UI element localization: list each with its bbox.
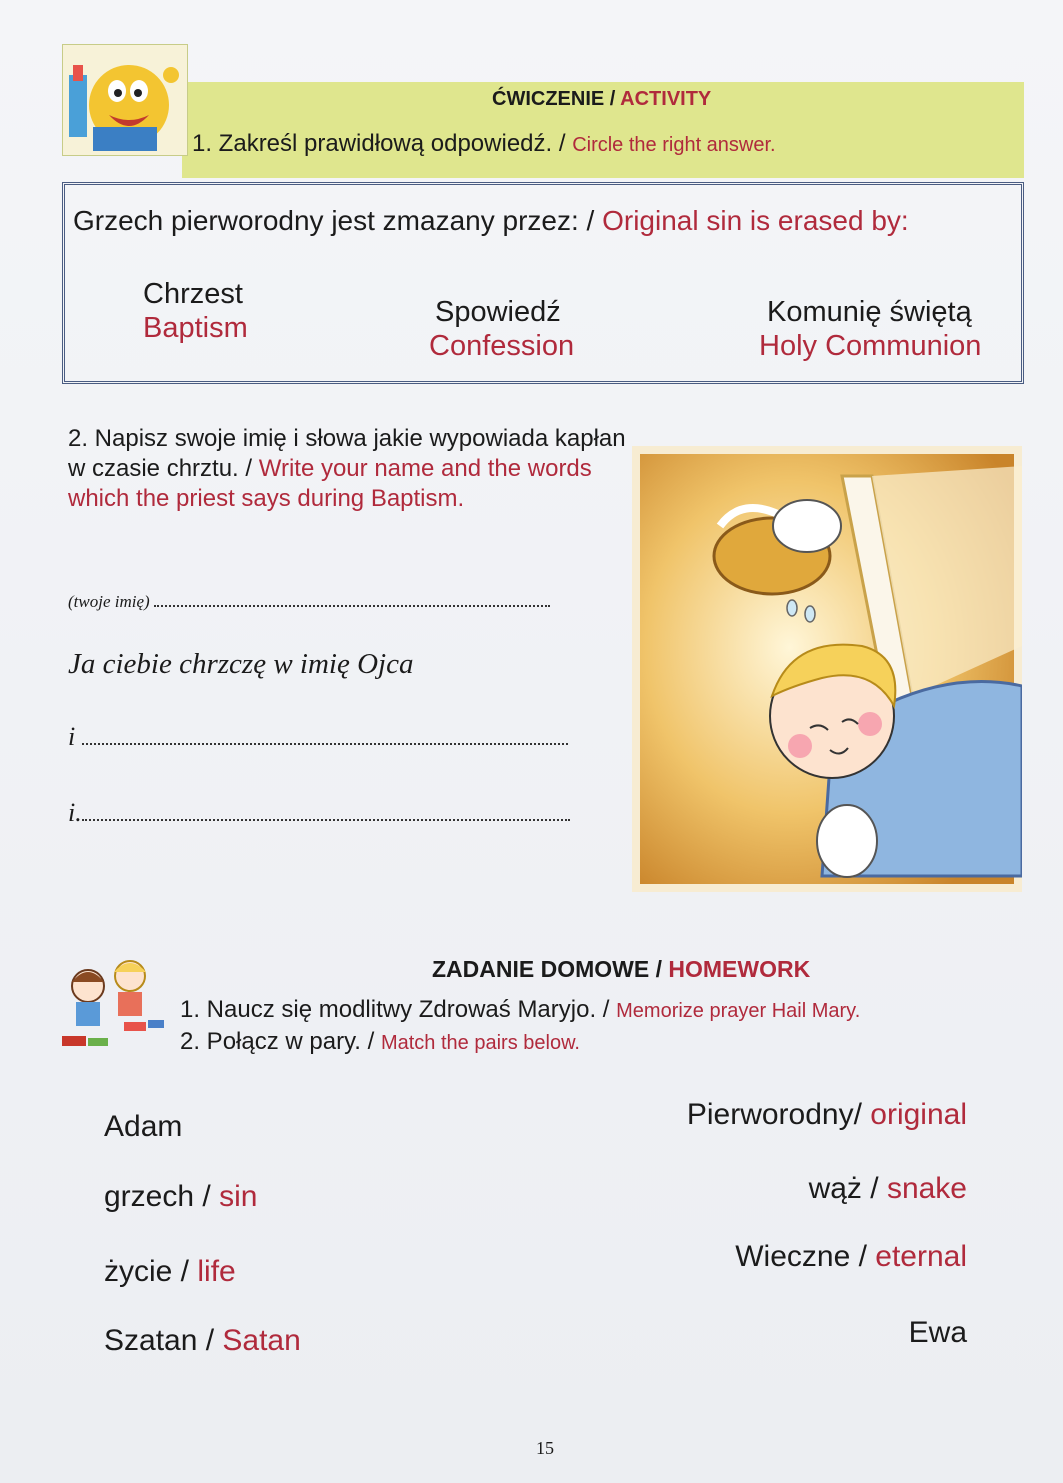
section2-instruction <box>68 424 628 514</box>
section2-text-pl: 2. Napisz swoje imię i słowa jakie wypowiada kapłan w czasie chrztu. / <box>68 425 626 482</box>
homework-item-1 <box>180 996 860 1024</box>
pair-left-satan[interactable] <box>104 1324 301 1358</box>
question-text <box>73 205 909 237</box>
pair-right-ewa[interactable] <box>909 1316 967 1350</box>
pair-en: Satan <box>222 1324 301 1357</box>
write-line-2 <box>68 798 570 828</box>
question-text-pl: Grzech pierworodny jest zmazany przez: / <box>73 205 603 236</box>
homework-item-2-en: Match the pairs below. <box>380 1032 580 1054</box>
baptism-phrase: Ja ciebie chrzczę w imię Ojca <box>68 648 414 680</box>
name-label: (twoje imię) <box>68 592 150 611</box>
activity-banner <box>62 44 1022 156</box>
pair-right-original[interactable] <box>687 1098 967 1132</box>
question-text-en: Original sin is erased by: <box>602 205 909 236</box>
pair-pl: Pierworodny/ <box>686 1098 871 1131</box>
activity-instruction <box>192 130 776 158</box>
write-blank-2[interactable] <box>82 819 570 821</box>
option-pl: Spowiedź <box>435 296 561 328</box>
pair-en: original <box>870 1098 967 1131</box>
pair-left-adam[interactable] <box>104 1110 182 1144</box>
pair-right-eternal[interactable] <box>735 1240 967 1274</box>
name-line <box>68 592 550 612</box>
activity-title <box>492 88 711 111</box>
page-number: 15 <box>536 1438 554 1458</box>
pair-en: sin <box>219 1180 258 1213</box>
pair-en: life <box>197 1255 236 1288</box>
homework-item-2-pl: 2. Połącz w pary. / <box>180 1028 381 1055</box>
pair-pl: Wieczne / <box>735 1240 876 1273</box>
name-blank[interactable] <box>154 605 550 607</box>
option-en: Baptism <box>143 312 248 344</box>
pair-left-sin[interactable] <box>104 1180 257 1214</box>
write-blank-1[interactable] <box>82 743 568 745</box>
pair-pl: grzech / <box>104 1180 220 1213</box>
option-en: Holy Communion <box>759 330 982 362</box>
activity-instruction-pl: 1. Zakreśl prawidłową odpowiedź. / <box>192 130 573 157</box>
option-en: Confession <box>429 330 575 362</box>
homework-item-1-pl: 1. Naucz się modlitwy Zdrowaś Maryjo. / <box>180 996 617 1023</box>
write-line-label: i. <box>68 798 82 827</box>
pair-en: eternal <box>875 1240 967 1273</box>
baptism-illustration <box>632 446 1022 892</box>
homework-item-1-en: Memorize prayer Hail Mary. <box>616 1000 861 1022</box>
write-line-label: i <box>68 722 76 751</box>
pair-right-snake[interactable] <box>809 1172 967 1206</box>
homework-item-2 <box>180 1028 580 1056</box>
question-box <box>62 182 1024 384</box>
pair-pl: Szatan / <box>104 1324 223 1357</box>
pair-pl: Ewa <box>908 1316 967 1349</box>
homework-title-pl: ZADANIE DOMOWE <box>432 956 650 982</box>
activity-title-en: ACTIVITY <box>620 88 712 110</box>
pair-pl: wąż / <box>808 1172 887 1205</box>
pair-pl: Adam <box>104 1110 183 1143</box>
pair-left-life[interactable] <box>104 1255 236 1289</box>
pair-en: snake <box>886 1172 967 1205</box>
answer-option-holy-communion[interactable] <box>759 295 981 363</box>
homework-title-sep: / <box>649 956 669 982</box>
pair-pl: życie / <box>104 1255 198 1288</box>
children-reading-illustration <box>58 952 168 1056</box>
activity-instruction-en: Circle the right answer. <box>572 134 776 156</box>
mascot-illustration <box>62 44 188 156</box>
activity-title-sep: / <box>604 88 621 110</box>
write-line-1 <box>68 722 568 752</box>
option-pl: Komunię świętą <box>767 296 972 328</box>
option-pl: Chrzest <box>143 278 243 310</box>
answer-option-baptism[interactable] <box>143 277 248 345</box>
homework-title <box>432 956 810 983</box>
activity-title-pl: ĆWICZENIE <box>492 88 605 110</box>
homework-title-en: HOMEWORK <box>668 956 811 982</box>
answer-option-confession[interactable] <box>429 295 574 363</box>
section2-text-en: Write your name and the words which the priest says during Baptism. <box>68 455 592 512</box>
